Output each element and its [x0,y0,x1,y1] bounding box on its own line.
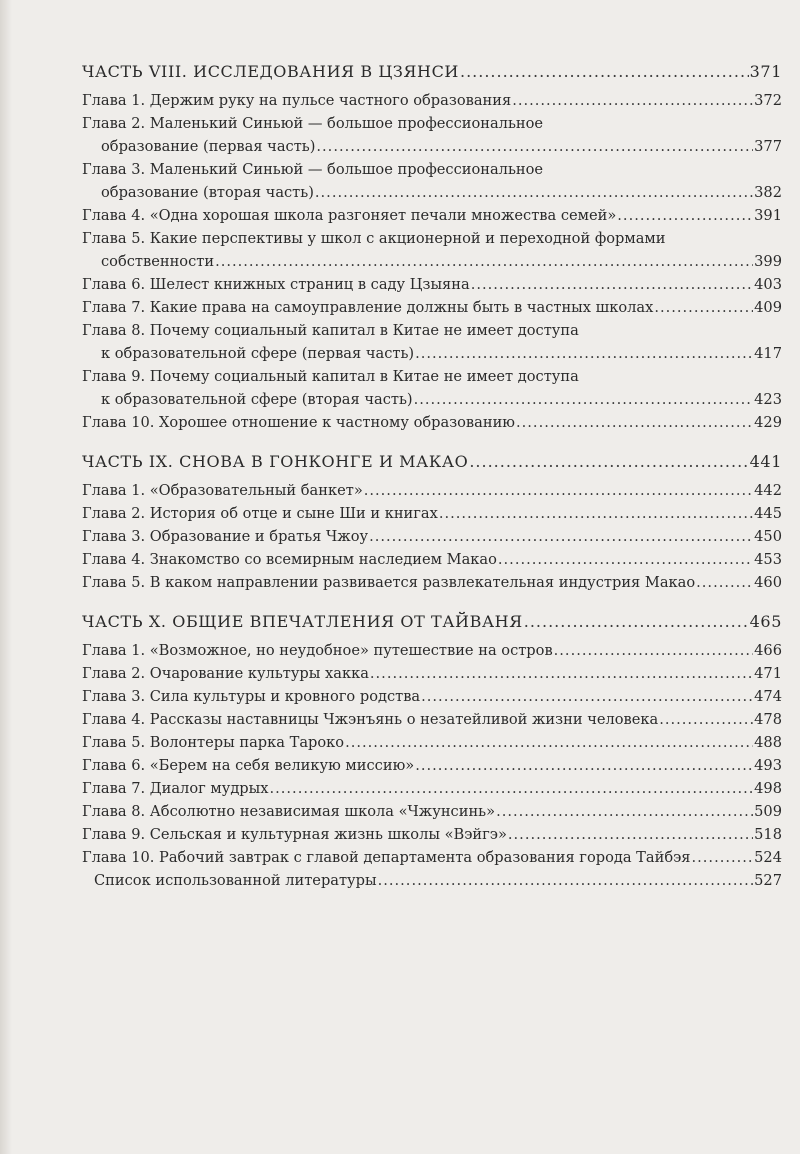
toc-entry[interactable] [82,319,782,365]
dot-leader [270,777,754,800]
dot-leader [692,846,754,869]
chapter-title-line: Глава 5. В каком направлении развивается развлекательная индустрия Макао [82,574,696,591]
chapter-title-line: образование (первая часть) [101,138,316,155]
chapter-title-line: Глава 5. Волонтеры парка Тароко [82,734,345,751]
chapter-row [82,685,782,708]
dot-leader [512,89,753,112]
chapter-title-line: Глава 3. Маленький Синьюй — большое профессиональное [82,161,544,178]
dot-leader [696,571,753,594]
dot-leader [554,639,753,662]
toc-entry[interactable] [82,296,782,319]
chapter-page-number: 403 [754,276,782,293]
chapter-page-number: 445 [754,505,782,522]
chapter-page-number: 399 [754,253,782,270]
toc-entry[interactable] [82,204,782,227]
dot-leader [378,869,754,892]
chapter-row [82,548,782,571]
chapter-title-line: собственности [101,253,215,270]
chapter-title-line: Глава 10. Рабочий завтрак с главой департамента образования города Тайбэя [82,849,691,866]
chapter-row [82,273,782,296]
toc-entry[interactable] [82,800,782,823]
toc-entry[interactable] [82,89,782,112]
chapter-title-line: Глава 3. Сила культуры и кровного родства [82,688,421,705]
chapter-page-number: 466 [754,642,782,659]
chapter-title-line: Глава 3. Образование и братья Чжоу [82,528,369,545]
chapter-row [82,662,782,685]
part-heading[interactable] [82,62,782,81]
chapter-title-line: Глава 4. Рассказы наставницы Чжэнъянь о незатейливой жизни человека [82,711,659,728]
toc-entry[interactable] [82,639,782,662]
part-heading[interactable] [82,612,782,631]
chapter-page-number: 498 [754,780,782,797]
chapter-title-line: Глава 9. Сельская и культурная жизнь школы «Вэйгэ» [82,826,507,843]
toc-entry[interactable] [82,525,782,548]
chapter-title-line: Глава 8. Почему социальный капитал в Китае не имеет доступа [82,322,579,339]
toc-entry[interactable] [82,411,782,434]
chapter-title-line: к образовательной сфере (первая часть) [101,345,415,362]
chapter-title-line: Глава 9. Почему социальный капитал в Китае не имеет доступа [82,368,579,385]
chapter-title-line: Глава 1. «Образовательный банкет» [82,482,363,499]
chapter-title-line: Глава 6. Шелест книжных страниц в саду Цзыяна [82,276,470,293]
chapter-title-line: Глава 7. Диалог мудрых [82,780,269,797]
toc-entry[interactable] [82,158,782,204]
chapter-row [82,823,782,846]
toc-entry[interactable] [82,112,782,158]
dot-leader [415,342,753,365]
toc-entry[interactable] [82,731,782,754]
toc-entry[interactable] [82,548,782,571]
chapter-row [82,250,782,273]
dot-leader [496,800,753,823]
toc-entry[interactable] [82,571,782,594]
dot-leader [369,525,753,548]
chapter-title-line: Глава 1. Держим руку на пульсе частного образования [82,92,512,109]
chapter-row [82,411,782,434]
toc-entry[interactable] [82,227,782,273]
dot-leader [654,296,753,319]
dot-leader [421,685,753,708]
chapter-page-number: 429 [754,414,782,431]
chapter-title-line: к образовательной сфере (вторая часть) [101,391,413,408]
part-title: ЧАСТЬ X. ОБЩИЕ ВПЕЧАТЛЕНИЯ ОТ ТАЙВАНЯ [82,612,523,631]
chapter-page-number: 382 [754,184,782,201]
chapter-page-number: 524 [754,849,782,866]
chapter-row [82,204,782,227]
chapter-page-number: 509 [754,803,782,820]
chapter-page-number: 391 [754,207,782,224]
chapter-page-number: 409 [754,299,782,316]
dot-leader [508,823,753,846]
chapter-page-number: 442 [754,482,782,499]
chapter-row [82,342,782,365]
chapter-page-number: 474 [754,688,782,705]
chapter-row [82,754,782,777]
page-edge-shadow [0,0,12,1154]
dot-leader [524,612,749,631]
chapter-title-line: Глава 2. История об отце и сыне Ши и книгах [82,505,438,522]
toc-entry[interactable] [82,502,782,525]
chapter-row [82,708,782,731]
dot-leader [439,502,753,525]
toc-entry[interactable] [82,479,782,502]
chapter-row [82,639,782,662]
toc-entry[interactable] [82,777,782,800]
dot-leader [471,273,753,296]
chapter-page-number: 471 [754,665,782,682]
chapter-row [82,777,782,800]
dot-leader [415,754,753,777]
chapter-row [82,181,782,204]
part-page-number: 441 [749,452,782,471]
chapter-page-number: 460 [754,574,782,591]
chapter-row [82,846,782,869]
references-page-number: 527 [754,872,782,889]
toc-entry[interactable] [82,685,782,708]
dot-leader [460,62,749,81]
toc-entry[interactable] [82,823,782,846]
dot-leader [516,411,753,434]
dot-leader [315,181,753,204]
chapter-row [82,571,782,594]
toc-entry[interactable] [82,365,782,411]
dot-leader [414,388,754,411]
chapter-title-line: образование (вторая часть) [101,184,314,201]
chapter-row [82,479,782,502]
part-page-number: 465 [749,612,782,631]
chapter-page-number: 518 [754,826,782,843]
toc-entry[interactable] [82,754,782,777]
chapter-page-number: 423 [754,391,782,408]
chapter-row [82,89,782,112]
dot-leader [659,708,753,731]
toc-entry[interactable] [82,708,782,731]
chapter-row [82,731,782,754]
toc-entry[interactable] [82,846,782,869]
chapter-page-number: 417 [754,345,782,362]
chapter-title-line: Глава 2. Очарование культуры хакка [82,665,369,682]
table-of-contents [82,62,782,892]
dot-leader [316,135,753,158]
dot-leader [617,204,753,227]
chapter-title-line: Глава 4. Знакомство со всемирным наследием Макао [82,551,497,568]
references-entry[interactable] [82,869,782,892]
part-heading[interactable] [82,452,782,471]
toc-entry[interactable] [82,273,782,296]
part-title: ЧАСТЬ VIII. ИССЛЕДОВАНИЯ В ЦЗЯНСИ [82,62,459,81]
chapter-title-line: Глава 8. Абсолютно независимая школа «Чжунсинь» [82,803,496,820]
chapter-row [82,800,782,823]
chapter-title-line: Глава 2. Маленький Синьюй — большое профессиональное [82,115,544,132]
toc-entry[interactable] [82,662,782,685]
part-title: ЧАСТЬ IX. СНОВА В ГОНКОНГЕ И МАКАО [82,452,469,471]
chapter-page-number: 478 [754,711,782,728]
chapter-row [82,135,782,158]
dot-leader [215,250,753,273]
part-page-number: 371 [749,62,782,81]
chapter-page-number: 493 [754,757,782,774]
dot-leader [469,452,748,471]
chapter-page-number: 450 [754,528,782,545]
dot-leader [370,662,753,685]
chapter-title-line: Глава 1. «Возможное, но неудобное» путешествие на остров [82,642,553,659]
references-title: Список использованной литературы [94,872,377,889]
chapter-title-line: Глава 10. Хорошее отношение к частному образованию [82,414,516,431]
chapter-row [82,388,782,411]
chapter-page-number: 377 [754,138,782,155]
dot-leader [345,731,753,754]
chapter-row [82,296,782,319]
dot-leader [498,548,753,571]
chapter-row [82,525,782,548]
chapter-row [82,502,782,525]
chapter-title-line: Глава 7. Какие права на самоуправление должны быть в частных школах [82,299,654,316]
chapter-title-line: Глава 5. Какие перспективы у школ с акционерной и переходной формами [82,230,666,247]
dot-leader [364,479,753,502]
chapter-title-line: Глава 6. «Берем на себя великую миссию» [82,757,415,774]
chapter-title-line: Глава 4. «Одна хорошая школа разгоняет печали множества семей» [82,207,617,224]
chapter-page-number: 453 [754,551,782,568]
chapter-page-number: 372 [754,92,782,109]
chapter-page-number: 488 [754,734,782,751]
